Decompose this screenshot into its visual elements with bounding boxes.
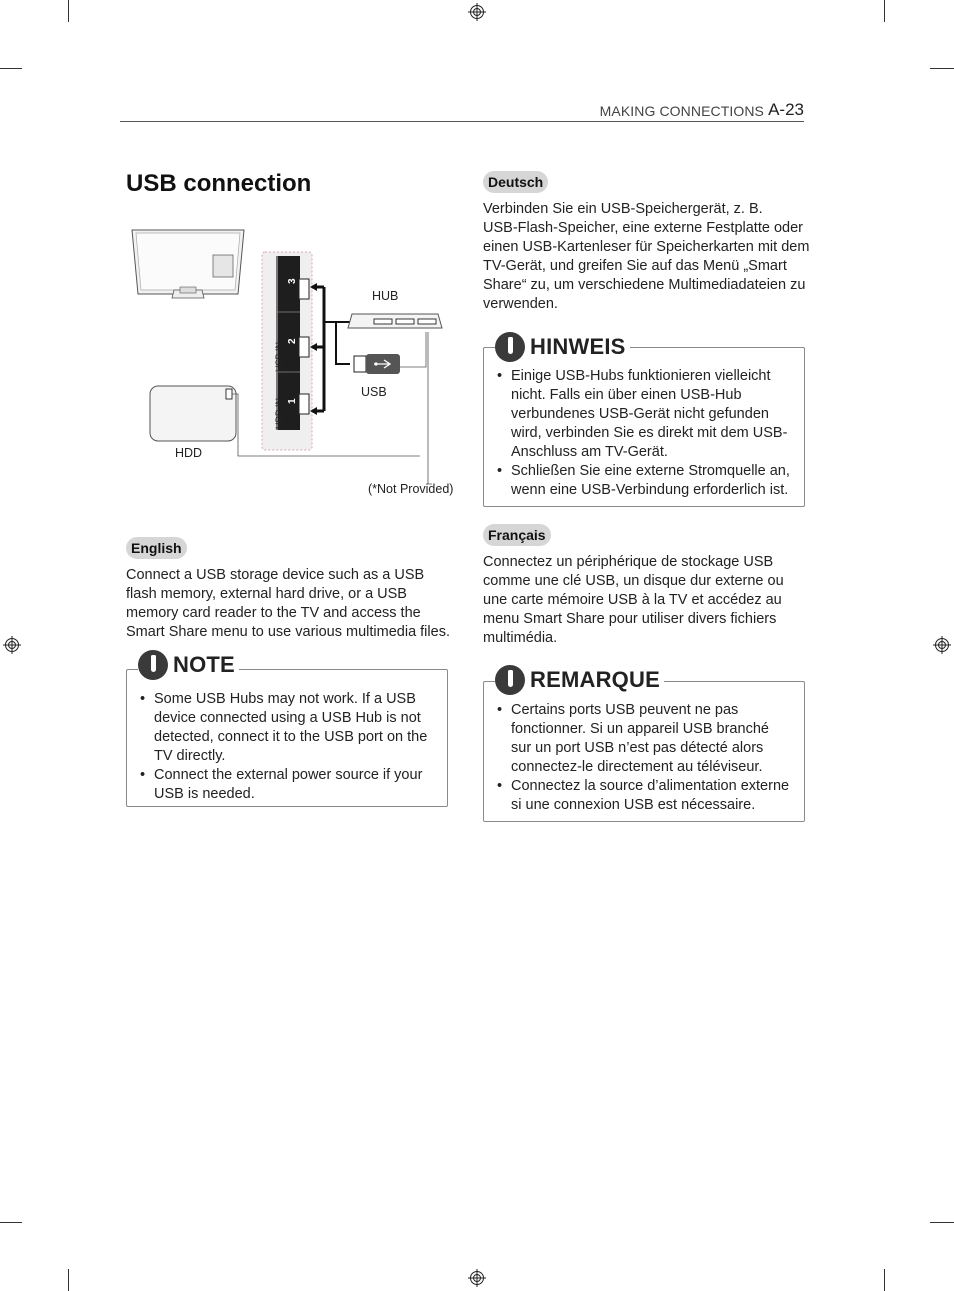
port-number-1: 1	[287, 398, 298, 404]
deutsch-intro-text: Verbinden Sie ein USB-Speichergerät, z. B. USB-Flash-Speicher, eine externe Festplatte oder einen USB-Kartenleser für Speicherkarten mit dem TV-Gerät, und greifen Sie auf das Menü „Smart Share“ zu, um verschiedene Multimediadateien zu verwenden.	[483, 201, 810, 312]
hdd-in-port-label: HDD IN	[274, 398, 284, 429]
usb-device-label: USB	[361, 385, 387, 399]
note-heading: HINWEIS	[495, 332, 630, 362]
list-item: • Einige USB-Hubs funktionieren vielleicht nicht. Falls ein über einen USB-Hub verbundenes USB-Gerät nicht gefunden wird, verbinden Sie es direkt mit dem USB- Anschluss am TV-Gerät.	[497, 368, 788, 460]
registration-mark-icon	[933, 636, 951, 654]
crop-mark	[0, 68, 22, 69]
usb-flash-drive-illustration	[354, 354, 400, 374]
hub-label: HUB	[372, 289, 399, 303]
exclamation-icon	[138, 650, 168, 680]
note-list	[497, 367, 797, 500]
page-number: A-23	[768, 100, 804, 119]
crop-mark	[884, 0, 885, 22]
crop-mark	[884, 1269, 885, 1291]
note-box-english	[126, 652, 448, 807]
language-badge-deutsch: Deutsch	[483, 171, 548, 193]
note-list	[140, 690, 440, 804]
list-item: • Certains ports USB peuvent ne pas fonctionner. Si un appareil USB branché sur un port USB n’est pas détecté alors connectez-le directement au téléviseur.	[497, 702, 769, 775]
francais-intro-text: Connectez un périphérique de stockage USB comme une clé USB, un disque dur externe ou une carte mémoire USB à la TV et accédez au menu Smart Share pour utiliser divers fichiers multimédia.	[483, 554, 784, 646]
english-intro-text: Connect a USB storage device such as a USB flash memory, external hard drive, or a USB memory card reader to the TV and access the Smart Share menu to use various multimedia files.	[126, 567, 450, 640]
usb-hub-illustration	[348, 314, 442, 328]
list-item: • Some USB Hubs may not work. If a USB device connected using a USB Hub is not detected, connect it to the USB port on the TV directly.	[140, 691, 428, 764]
header-divider	[120, 121, 804, 122]
tv-illustration	[132, 230, 244, 298]
language-badge-english: English	[126, 537, 187, 559]
list-item: • Connect the external power source if your USB is needed.	[140, 767, 423, 802]
note-list	[497, 701, 797, 815]
crop-mark	[0, 1222, 22, 1223]
note-heading: NOTE	[138, 650, 239, 680]
crop-mark	[930, 68, 954, 69]
list-item: • Schließen Sie eine externe Stromquelle an, wenn eine USB-Verbindung erforderlich ist.	[497, 463, 790, 498]
registration-mark-icon	[468, 3, 486, 21]
running-header-section: MAKING CONNECTIONS	[599, 103, 764, 119]
page-title: USB connection	[126, 170, 312, 197]
port-number-3: 3	[287, 278, 298, 284]
note-box-francais	[483, 667, 805, 822]
hdd-label: HDD	[175, 446, 203, 460]
note-box-deutsch	[483, 334, 805, 507]
port-number-2: 2	[287, 338, 298, 344]
registration-mark-icon	[468, 1269, 486, 1287]
usb-in-port-label: USB IN	[274, 341, 284, 372]
crop-mark	[68, 1269, 69, 1291]
crop-mark	[68, 0, 69, 22]
language-badge-francais: Français	[483, 524, 551, 546]
note-heading: REMARQUE	[495, 665, 664, 695]
registration-mark-icon	[3, 636, 21, 654]
exclamation-icon	[495, 665, 525, 695]
list-item: • Connectez la source d’alimentation externe si une connexion USB est nécessaire.	[497, 778, 790, 813]
crop-mark	[930, 1222, 954, 1223]
exclamation-icon	[495, 332, 525, 362]
not-provided-note: (*Not Provided)	[368, 482, 454, 496]
